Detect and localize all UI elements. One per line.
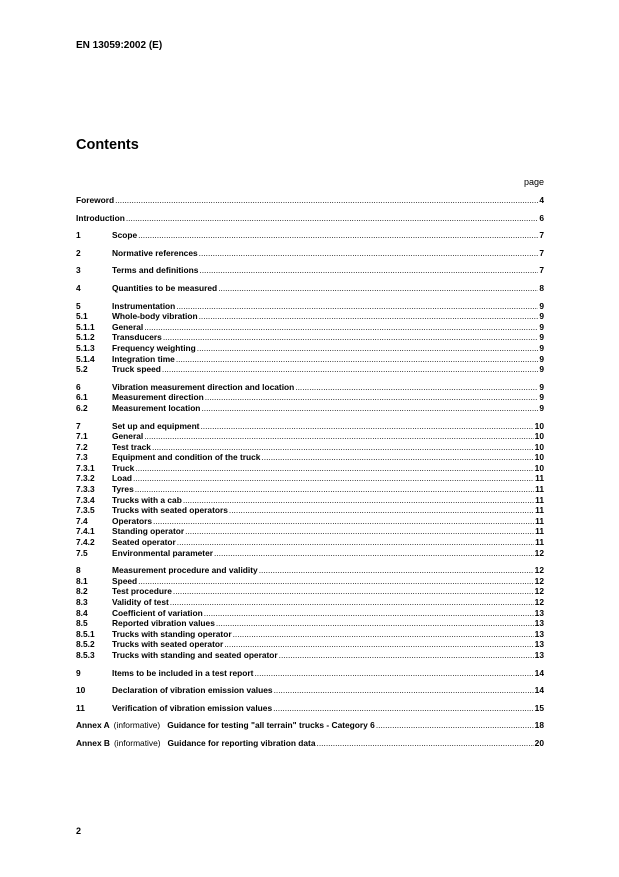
toc-dot-leader bbox=[133, 473, 534, 484]
toc-dot-leader bbox=[376, 720, 534, 731]
toc-entry-number: 7.4.2 bbox=[76, 537, 95, 548]
toc-entry-title: Set up and equipment bbox=[112, 420, 200, 431]
toc-entry-number: 6 bbox=[76, 381, 81, 392]
toc-dot-leader bbox=[115, 195, 538, 206]
toc-entry-number: 7.3.5 bbox=[76, 505, 95, 516]
toc-dot-leader bbox=[197, 343, 539, 354]
toc-dot-leader bbox=[153, 516, 534, 527]
annex-informative: (informative) bbox=[113, 720, 161, 731]
toc-entry-page: 18 bbox=[534, 720, 544, 731]
toc-dot-leader bbox=[163, 332, 539, 343]
page-column-label: page bbox=[523, 177, 544, 187]
toc-entry-title: Equipment and condition of the truck bbox=[112, 452, 261, 463]
toc-entry[interactable] bbox=[76, 343, 544, 354]
toc-entry[interactable] bbox=[76, 516, 544, 527]
toc-entry[interactable] bbox=[76, 322, 544, 333]
toc-entry-title: Introduction bbox=[76, 212, 125, 223]
toc-entry-number: 8.3 bbox=[76, 597, 88, 607]
toc-entry-title: Standing operator bbox=[112, 526, 185, 537]
toc-entry[interactable] bbox=[76, 608, 544, 619]
toc-dot-leader bbox=[204, 608, 534, 619]
toc-dot-leader bbox=[218, 283, 538, 294]
toc-entry-number: 5.1.2 bbox=[76, 332, 95, 343]
toc-dot-leader bbox=[162, 364, 538, 375]
toc-entry-number: 5.1.3 bbox=[76, 342, 95, 353]
toc-entry-title: General bbox=[112, 321, 144, 332]
toc-dot-leader bbox=[176, 354, 539, 365]
toc-entry-page: 12 bbox=[534, 575, 544, 586]
toc-dot-leader bbox=[199, 248, 539, 259]
toc-entry-title: Load bbox=[112, 473, 133, 484]
toc-entry[interactable] bbox=[76, 639, 544, 650]
toc-entry-page: 14 bbox=[534, 667, 544, 678]
toc-entry-title: Frequency weighting bbox=[112, 342, 196, 353]
annex-informative: (informative) bbox=[113, 737, 161, 748]
toc-entry-title: Test track bbox=[112, 441, 151, 452]
toc-entry[interactable] bbox=[76, 526, 544, 537]
toc-entry-title: Trucks with seated operator bbox=[112, 639, 224, 650]
toc-entry-title: Trucks with standing operator bbox=[112, 628, 232, 639]
toc-dot-leader bbox=[176, 301, 538, 312]
toc-entry-page: 10 bbox=[534, 420, 544, 431]
toc-entry-title: Validity of test bbox=[112, 597, 169, 607]
toc-entry-page: 9 bbox=[539, 342, 544, 353]
toc-entry-title: Scope bbox=[112, 230, 138, 241]
toc-dot-leader bbox=[233, 629, 534, 640]
toc-entry-title: Declaration of vibration emission values bbox=[112, 685, 273, 696]
toc-entry-number: 8.5.1 bbox=[76, 628, 95, 639]
toc-entry-page: 12 bbox=[534, 586, 544, 597]
toc-entry[interactable] bbox=[76, 668, 544, 679]
toc-entry[interactable] bbox=[76, 537, 544, 548]
toc-entry[interactable] bbox=[76, 421, 544, 432]
toc-entry[interactable] bbox=[76, 650, 544, 661]
toc-entry[interactable] bbox=[76, 629, 544, 640]
toc-dot-leader bbox=[274, 685, 534, 696]
toc-entry[interactable] bbox=[76, 505, 544, 516]
toc-entry-page: 11 bbox=[535, 515, 544, 526]
toc-dot-leader bbox=[224, 639, 533, 650]
toc-entry[interactable] bbox=[76, 354, 544, 365]
toc-entry-page: 11 bbox=[535, 526, 544, 537]
toc-entry[interactable] bbox=[76, 431, 544, 442]
toc-entry-page: 6 bbox=[539, 212, 544, 223]
toc-entry-title: Measurement procedure and validity bbox=[112, 565, 258, 576]
toc-entry[interactable] bbox=[76, 364, 544, 375]
toc-entry[interactable] bbox=[76, 463, 544, 474]
toc-entry-number: 7.4.1 bbox=[76, 526, 95, 537]
toc-entry-page: 4 bbox=[539, 195, 544, 205]
toc-dot-leader bbox=[152, 442, 534, 453]
toc-annex-entry[interactable] bbox=[76, 720, 544, 731]
toc-entry-title: Quantities to be measured bbox=[112, 282, 218, 293]
toc-entry-title: Trucks with seated operators bbox=[112, 505, 228, 516]
toc-entry-number: 7.1 bbox=[76, 431, 88, 442]
toc-entry-page: 10 bbox=[534, 431, 544, 442]
toc-entry-title: Operators bbox=[112, 515, 153, 526]
toc-dot-leader bbox=[135, 463, 533, 474]
toc-entry-number: 9 bbox=[76, 667, 81, 678]
toc-entry-title: Test procedure bbox=[112, 586, 172, 597]
toc-entry-page: 13 bbox=[534, 639, 544, 650]
toc-entry-title: Truck speed bbox=[112, 364, 161, 375]
toc-entry-number: 7.3.4 bbox=[76, 494, 95, 505]
toc-entry-title: Items to be included in a test report bbox=[112, 667, 254, 678]
page-number: 2 bbox=[76, 826, 82, 836]
toc-dot-leader bbox=[126, 213, 538, 224]
toc-entry-title: Measurement location bbox=[112, 402, 201, 413]
toc-entry-title: Environmental parameter bbox=[112, 547, 213, 558]
toc-entry-title: Integration time bbox=[112, 353, 175, 364]
toc-entry-title: Normative references bbox=[112, 247, 198, 258]
toc-entry[interactable] bbox=[76, 473, 544, 484]
toc-entry[interactable] bbox=[76, 565, 544, 576]
toc-entry-number: 5.1.4 bbox=[76, 353, 95, 364]
toc-dot-leader bbox=[135, 484, 534, 495]
toc-entry-number: 5.2 bbox=[76, 364, 88, 375]
toc-dot-leader bbox=[173, 586, 534, 597]
contents-title: Contents bbox=[76, 137, 139, 153]
toc-entry-number: 1 bbox=[76, 230, 81, 241]
table-of-contents bbox=[76, 195, 544, 749]
toc-entry-page: 10 bbox=[534, 462, 544, 473]
toc-entry-title: Speed bbox=[112, 575, 138, 586]
toc-entry-title: Measurement direction bbox=[112, 392, 204, 403]
toc-entry-page: 9 bbox=[539, 381, 544, 392]
toc-entry[interactable] bbox=[76, 392, 544, 403]
toc-entry[interactable] bbox=[76, 685, 544, 696]
toc-dot-leader bbox=[177, 537, 534, 548]
toc-entry-number: 7.5 bbox=[76, 547, 88, 558]
toc-dot-leader bbox=[259, 565, 534, 576]
toc-dot-leader bbox=[138, 576, 534, 587]
toc-entry-number: 7 bbox=[76, 420, 81, 431]
toc-entry[interactable] bbox=[76, 195, 544, 206]
toc-dot-leader bbox=[144, 431, 533, 442]
toc-entry[interactable] bbox=[76, 265, 544, 276]
toc-entry-number: 8.5.3 bbox=[76, 649, 95, 660]
toc-entry-number: 4 bbox=[76, 282, 81, 293]
toc-entry-page: 15 bbox=[534, 702, 544, 713]
toc-dot-leader bbox=[199, 311, 539, 322]
toc-entry-title: Seated operator bbox=[112, 537, 176, 548]
toc-entry-page: 13 bbox=[534, 607, 544, 618]
toc-entry-page: 11 bbox=[535, 484, 544, 495]
toc-dot-leader bbox=[229, 505, 534, 516]
toc-entry-number: 7.3 bbox=[76, 452, 88, 463]
toc-entry-title: Truck bbox=[112, 462, 135, 473]
toc-entry-number: 2 bbox=[76, 247, 81, 258]
toc-entry-page: 7 bbox=[539, 247, 544, 258]
toc-entry-page: 11 bbox=[535, 494, 544, 505]
toc-entry-number: 8 bbox=[76, 565, 81, 576]
toc-entry-title: Trucks with a cab bbox=[112, 494, 182, 505]
toc-entry[interactable] bbox=[76, 301, 544, 312]
toc-entry-page: 10 bbox=[534, 441, 544, 452]
toc-entry-number: 6.1 bbox=[76, 392, 88, 403]
toc-entry[interactable] bbox=[76, 548, 544, 559]
toc-entry-page: 12 bbox=[534, 547, 544, 558]
toc-dot-leader bbox=[183, 495, 534, 506]
toc-entry-number: 3 bbox=[76, 265, 81, 276]
toc-entry[interactable] bbox=[76, 484, 544, 495]
toc-entry[interactable] bbox=[76, 248, 544, 259]
toc-entry-page: 7 bbox=[539, 265, 544, 276]
toc-entry-title: Verification of vibration emission values bbox=[112, 702, 273, 713]
toc-entry-page: 9 bbox=[539, 402, 544, 413]
toc-dot-leader bbox=[279, 650, 534, 661]
toc-dot-leader bbox=[273, 703, 534, 714]
toc-annex-entry[interactable] bbox=[76, 738, 544, 749]
toc-dot-leader bbox=[295, 382, 538, 393]
toc-entry-number: 5.1.1 bbox=[76, 321, 95, 332]
toc-entry-page: 11 bbox=[535, 473, 544, 484]
toc-entry[interactable] bbox=[76, 597, 544, 608]
toc-entry[interactable] bbox=[76, 311, 544, 322]
toc-entry-page: 10 bbox=[534, 452, 544, 463]
toc-entry-number: 8.4 bbox=[76, 607, 88, 618]
toc-dot-leader bbox=[170, 597, 534, 608]
toc-entry-title: Tyres bbox=[112, 484, 134, 495]
toc-dot-leader bbox=[185, 526, 534, 537]
toc-dot-leader bbox=[216, 618, 534, 629]
toc-entry[interactable] bbox=[76, 495, 544, 506]
toc-entry-page: 8 bbox=[539, 282, 544, 293]
toc-entry-title: Trucks with standing and seated operator bbox=[112, 649, 278, 660]
toc-entry[interactable] bbox=[76, 576, 544, 587]
toc-entry-number: 7.4 bbox=[76, 515, 88, 526]
toc-dot-leader bbox=[138, 230, 538, 241]
toc-entry-title: Vibration measurement direction and location bbox=[112, 381, 295, 392]
toc-dot-leader bbox=[199, 265, 538, 276]
toc-entry-page: 11 bbox=[535, 505, 544, 516]
toc-dot-leader bbox=[200, 421, 533, 432]
toc-entry-number: 6.2 bbox=[76, 402, 88, 413]
toc-entry-page: 12 bbox=[534, 597, 544, 607]
toc-entry-page: 13 bbox=[534, 628, 544, 639]
toc-entry-title: Whole-body vibration bbox=[112, 311, 198, 322]
toc-entry-number: 5 bbox=[76, 300, 81, 311]
toc-entry-page: 12 bbox=[534, 565, 544, 576]
toc-entry[interactable] bbox=[76, 283, 544, 294]
toc-entry-page: 9 bbox=[539, 311, 544, 322]
annex-label: Annex A bbox=[76, 720, 110, 731]
toc-entry-title: Instrumentation bbox=[112, 300, 176, 311]
toc-entry-page: 11 bbox=[535, 537, 544, 548]
toc-entry-page: 9 bbox=[539, 321, 544, 332]
toc-entry-page: 9 bbox=[539, 392, 544, 403]
toc-entry[interactable] bbox=[76, 403, 544, 414]
toc-entry-number: 7.3.3 bbox=[76, 484, 95, 495]
annex-label: Annex B bbox=[76, 737, 110, 748]
toc-entry-title: Foreword bbox=[76, 195, 115, 205]
toc-entry[interactable] bbox=[76, 230, 544, 241]
toc-dot-leader bbox=[214, 548, 534, 559]
toc-entry[interactable] bbox=[76, 452, 544, 463]
toc-entry-page: 14 bbox=[534, 685, 544, 696]
document-header-id: EN 13059:2002 (E) bbox=[76, 40, 163, 51]
toc-dot-leader bbox=[201, 403, 538, 414]
toc-entry-title: Transducers bbox=[112, 332, 162, 343]
toc-entry-page: 13 bbox=[534, 649, 544, 660]
toc-entry[interactable] bbox=[76, 618, 544, 629]
toc-entry-number: 8.5 bbox=[76, 618, 88, 629]
toc-dot-leader bbox=[254, 668, 533, 679]
toc-entry[interactable] bbox=[76, 586, 544, 597]
toc-entry-number: 5.1 bbox=[76, 311, 88, 322]
toc-entry-number: 8.1 bbox=[76, 575, 88, 586]
toc-dot-leader bbox=[317, 738, 534, 749]
toc-entry[interactable] bbox=[76, 703, 544, 714]
toc-entry-title: Guidance for testing "all terrain" trucks - Category 6 bbox=[167, 720, 375, 731]
toc-entry-number: 7.2 bbox=[76, 441, 88, 452]
toc-entry-title: Terms and definitions bbox=[112, 265, 199, 276]
toc-entry-page: 9 bbox=[539, 353, 544, 364]
toc-entry-title: Reported vibration values bbox=[112, 618, 215, 629]
toc-dot-leader bbox=[144, 322, 538, 333]
toc-entry-number: 7.3.1 bbox=[76, 462, 95, 473]
toc-entry-title: General bbox=[112, 431, 144, 442]
toc-entry-page: 9 bbox=[539, 332, 544, 343]
toc-entry-number: 8.5.2 bbox=[76, 639, 95, 650]
toc-entry-page: 13 bbox=[534, 618, 544, 629]
toc-entry-title: Coefficient of variation bbox=[112, 607, 203, 618]
toc-entry-number: 7.3.2 bbox=[76, 473, 95, 484]
toc-dot-leader bbox=[205, 392, 539, 403]
toc-entry-page: 20 bbox=[534, 737, 544, 748]
toc-entry-page: 9 bbox=[539, 300, 544, 311]
toc-entry[interactable] bbox=[76, 382, 544, 393]
toc-entry-title: Guidance for reporting vibration data bbox=[167, 737, 316, 748]
toc-entry-number: 10 bbox=[76, 685, 86, 696]
toc-dot-leader bbox=[261, 452, 533, 463]
toc-entry-page: 7 bbox=[539, 230, 544, 241]
toc-entry-number: 11 bbox=[76, 702, 85, 713]
toc-entry-page: 9 bbox=[539, 364, 544, 375]
toc-entry[interactable] bbox=[76, 332, 544, 343]
toc-entry[interactable] bbox=[76, 213, 544, 224]
toc-entry[interactable] bbox=[76, 442, 544, 453]
toc-entry-number: 8.2 bbox=[76, 586, 88, 597]
